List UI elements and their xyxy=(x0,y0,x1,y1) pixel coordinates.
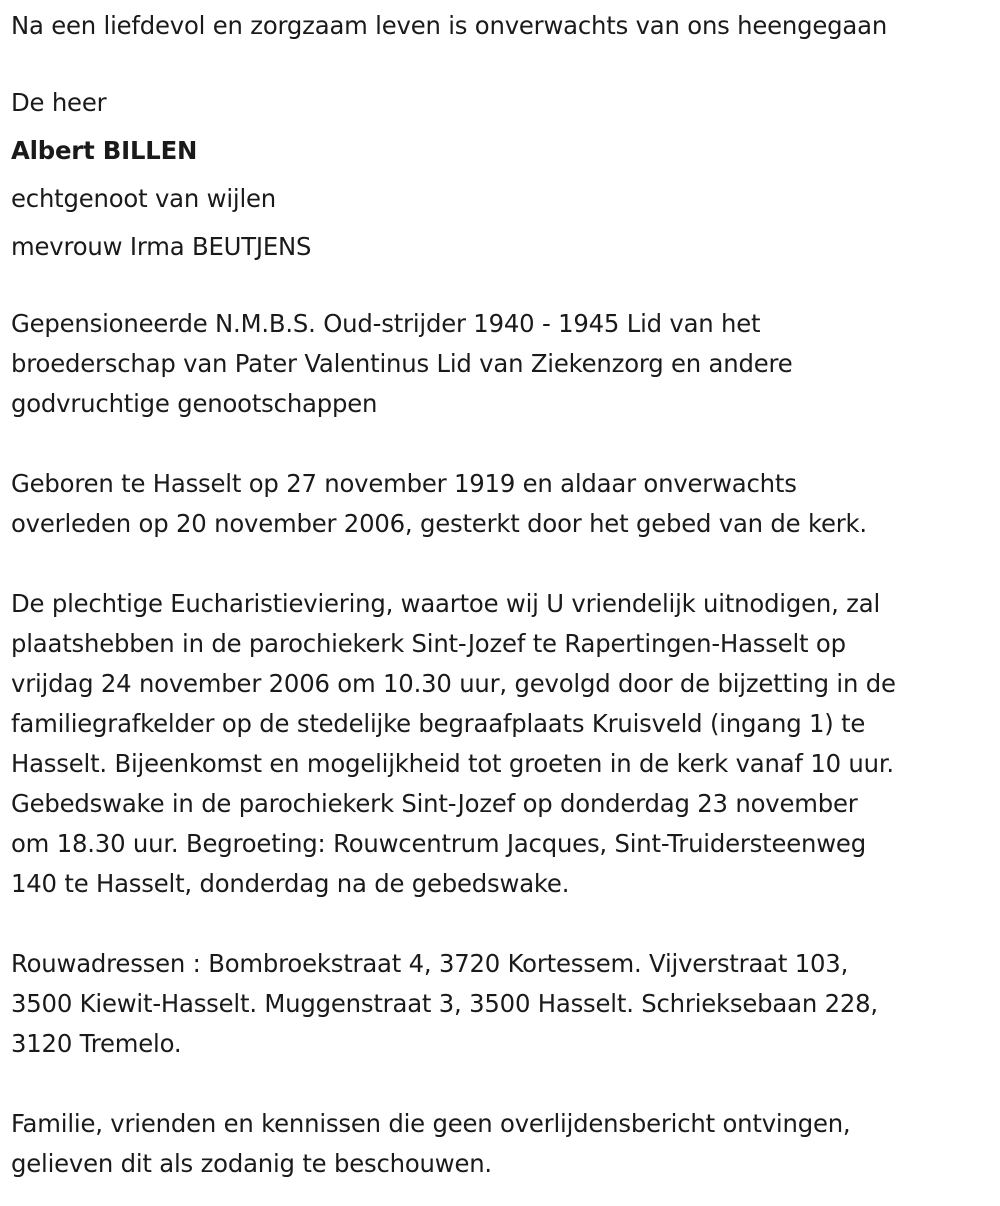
ceremony-line: De plechtige Eucharistieviering, waartoe wij U vriendelijk uitnodigen, zal xyxy=(11,589,881,618)
occupation-line: godvruchtige genootschappen xyxy=(11,389,378,418)
ceremony-line: 140 te Hasselt, donderdag na de gebedswake. xyxy=(11,869,570,898)
spouse-line-2: mevrouw Irma BEUTJENS xyxy=(11,232,312,261)
deceased-name: Albert BILLEN xyxy=(11,136,198,165)
address-line: Rouwadressen : Bombroekstraat 4, 3720 Kortessem. Vijverstraat 103, xyxy=(11,949,849,978)
occupation-line: broederschap van Pater Valentinus Lid van Ziekenzorg en andere xyxy=(11,349,793,378)
ceremony-line: familiegrafkelder op de stedelijke begraafplaats Kruisveld (ingang 1) te xyxy=(11,709,866,738)
closing-line: gelieven dit als zodanig te beschouwen. xyxy=(11,1149,492,1178)
death-notice xyxy=(11,6,996,1184)
birth-death-paragraph xyxy=(11,464,996,544)
closing-line: Familie, vrienden en kennissen die geen overlijdensbericht ontvingen, xyxy=(11,1109,851,1138)
addresses-paragraph xyxy=(11,944,996,1064)
ceremony-line: plaatshebben in de parochiekerk Sint-Jozef te Rapertingen-Hasselt op xyxy=(11,629,846,658)
birth-death-line: Geboren te Hasselt op 27 november 1919 en aldaar onverwachts xyxy=(11,469,797,498)
occupation-paragraph xyxy=(11,304,996,424)
ceremony-line: Hasselt. Bijeenkomst en mogelijkheid tot groeten in de kerk vanaf 10 uur. xyxy=(11,749,894,778)
ceremony-line: Gebedswake in de parochiekerk Sint-Jozef op donderdag 23 november xyxy=(11,789,858,818)
address-line: 3120 Tremelo. xyxy=(11,1029,182,1058)
ceremony-paragraph xyxy=(11,584,996,904)
ceremony-line: om 18.30 uur. Begroeting: Rouwcentrum Jacques, Sint-Truidersteenweg xyxy=(11,829,866,858)
intro-line: Na een liefdevol en zorgzaam leven is onverwachts van ons heengegaan xyxy=(11,11,888,40)
ceremony-line: vrijdag 24 november 2006 om 10.30 uur, gevolgd door de bijzetting in de xyxy=(11,669,896,698)
birth-death-line: overleden op 20 november 2006, gesterkt door het gebed van de kerk. xyxy=(11,509,867,538)
address-line: 3500 Kiewit-Hasselt. Muggenstraat 3, 3500 Hasselt. Schrieksebaan 228, xyxy=(11,989,878,1018)
closing-paragraph xyxy=(11,1104,996,1184)
spouse-line-1: echtgenoot van wijlen xyxy=(11,184,277,213)
occupation-line: Gepensioneerde N.M.B.S. Oud-strijder 1940 - 1945 Lid van het xyxy=(11,309,761,338)
salutation: De heer xyxy=(11,88,107,117)
